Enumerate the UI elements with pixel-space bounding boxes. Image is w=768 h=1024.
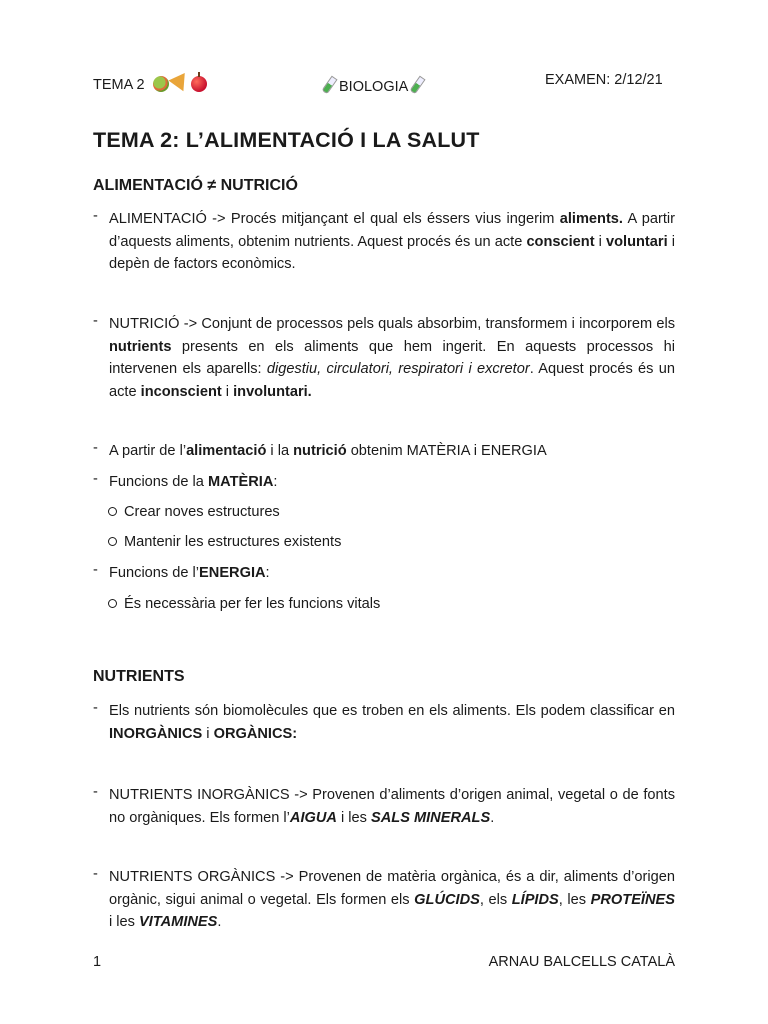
list-item-nutrients-organics: - NUTRIENTS ORGÀNICS -> Provenen de matèria orgànica, és a dir, aliments d’origen orgànic, sigui animal o vegetal. Els formen els GLÚCIDS, els LÍPIDS, les PROTEÏNES i les VITAMINES. [93,866,675,930]
list-item-alimentacio: - ALIMENTACIÓ -> Procés mitjançant el qual els éssers vius ingerim aliments. A partir d’aquests aliments, obtenim nutrients. Aquest procés és un acte conscient i voluntari i depèn de factors econòmics. [93,208,675,272]
header-center [320,76,427,95]
sub-item-materia-2: Mantenir les estructures existents [108,531,341,553]
bullet-circle-icon [108,537,117,546]
page-number: 1 [93,954,102,970]
test-tube-icon [321,76,337,95]
bullet-circle-icon [108,599,117,608]
section-heading-alimentacio-nutricio: ALIMENTACIÓ ≠ NUTRICIÓ [93,177,298,194]
sub-item-materia-1: Crear noves estructures [108,501,280,523]
test-tube-icon [410,76,426,95]
section-heading-nutrients: NUTRIENTS [93,668,185,685]
salad-icon [153,76,169,92]
header-subject: BIOLOGIA [339,79,409,95]
footer-author: ARNAU BALCELLS CATALÀ [488,954,675,970]
list-item-funcions-energia: - Funcions de l’ENERGIA: [93,562,270,581]
list-item-nutrients-intro: - Els nutrients són biomolècules que es troben en els aliments. Els podem classificar en INORGÀNICS i ORGÀNICS: [93,700,675,742]
list-item-funcions-materia: - Funcions de la MATÈRIA: [93,471,278,490]
food-emojis [153,76,207,92]
apple-icon [191,76,207,92]
list-item-materia-energia: - A partir de l’alimentació i la nutrició obtenim MATÈRIA i ENERGIA [93,440,547,459]
header-exam-date: EXAMEN: 2/12/21 [545,72,663,88]
bullet-circle-icon [108,507,117,516]
pizza-icon [168,73,191,95]
header-topic: TEMA 2 [93,77,145,93]
sub-item-energia-1: És necessària per fer les funcions vitals [108,593,380,615]
page-title: TEMA 2: L’ALIMENTACIÓ I LA SALUT [93,128,480,152]
list-item-nutricio: - NUTRICIÓ -> Conjunt de processos pels quals absorbim, transformem i incorporem els nutrients presents en els aliments que hem ingerit. En aquests processos hi intervenen els aparells: digestiu, circulatori, respiratori i excretor. Aquest procés és un acte inconscient i involuntari. [93,313,675,400]
list-item-nutrients-inorganics: - NUTRIENTS INORGÀNICS -> Provenen d’aliments d’origen animal, vegetal o de fonts no orgàniques. Els formen l’AIGUA i les SALS MINERALS. [93,784,675,826]
header-left [93,76,207,93]
